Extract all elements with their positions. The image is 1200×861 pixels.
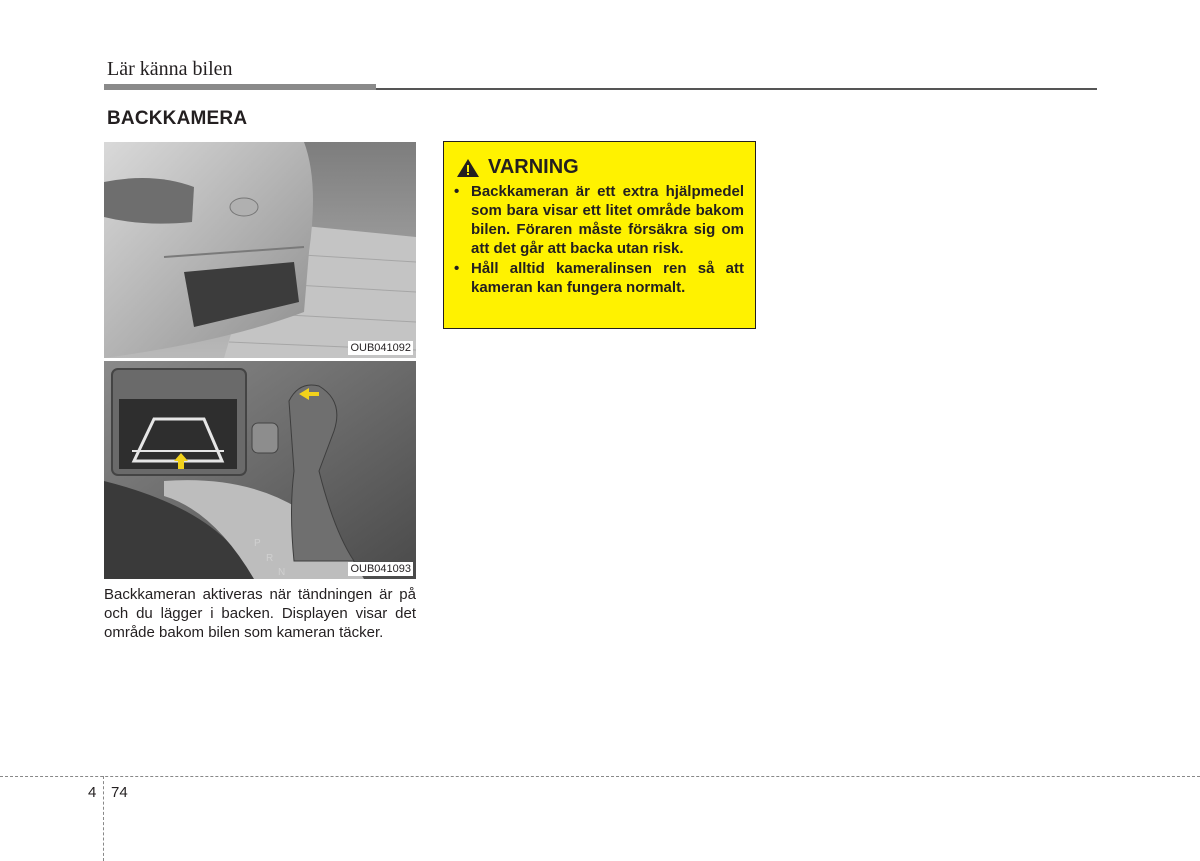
bullet: • <box>454 260 460 277</box>
body-paragraph: Backkameran aktiveras när tändningen är på och du lägger i backen. Displayen visar det område bakom bilen som kameran täcker. <box>104 586 416 641</box>
svg-text:N: N <box>278 567 286 578</box>
warning-box <box>443 141 756 329</box>
warning-item <box>454 259 744 297</box>
footer-rule <box>0 776 1200 777</box>
section-title: BACKKAMERA <box>107 108 248 129</box>
running-header: Lär känna bilen <box>107 58 233 80</box>
warning-header <box>456 156 579 179</box>
header-rule-thick <box>104 84 376 90</box>
chapter-number: 4 <box>88 784 97 801</box>
svg-text:R: R <box>266 553 274 564</box>
gear-shifter-display-illustration <box>104 361 416 579</box>
rear-camera-figure <box>104 142 416 358</box>
warning-item <box>454 182 744 258</box>
page-number: 74 <box>111 784 128 801</box>
shifter-display-figure <box>104 361 416 579</box>
warning-item-text: Backkameran är ett extra hjälpmedel som bara visar ett litet område bakom bilen. Föraren måste försäkra sig om att det går att backa utan risk. <box>471 183 744 257</box>
svg-text:P: P <box>254 538 261 549</box>
warning-item-text: Håll alltid kameralinsen ren så att kameran kan fungera normalt. <box>471 260 744 296</box>
header-rule-thin <box>376 88 1097 90</box>
warning-list <box>454 182 744 298</box>
warning-title: VARNING <box>488 156 579 178</box>
rear-car-camera-illustration <box>104 142 416 358</box>
bullet: • <box>454 183 460 200</box>
footer-divider <box>103 776 104 861</box>
warning-triangle-icon <box>456 158 480 178</box>
figure-code: OUB041092 <box>350 342 411 354</box>
figure-code: OUB041093 <box>350 563 411 575</box>
